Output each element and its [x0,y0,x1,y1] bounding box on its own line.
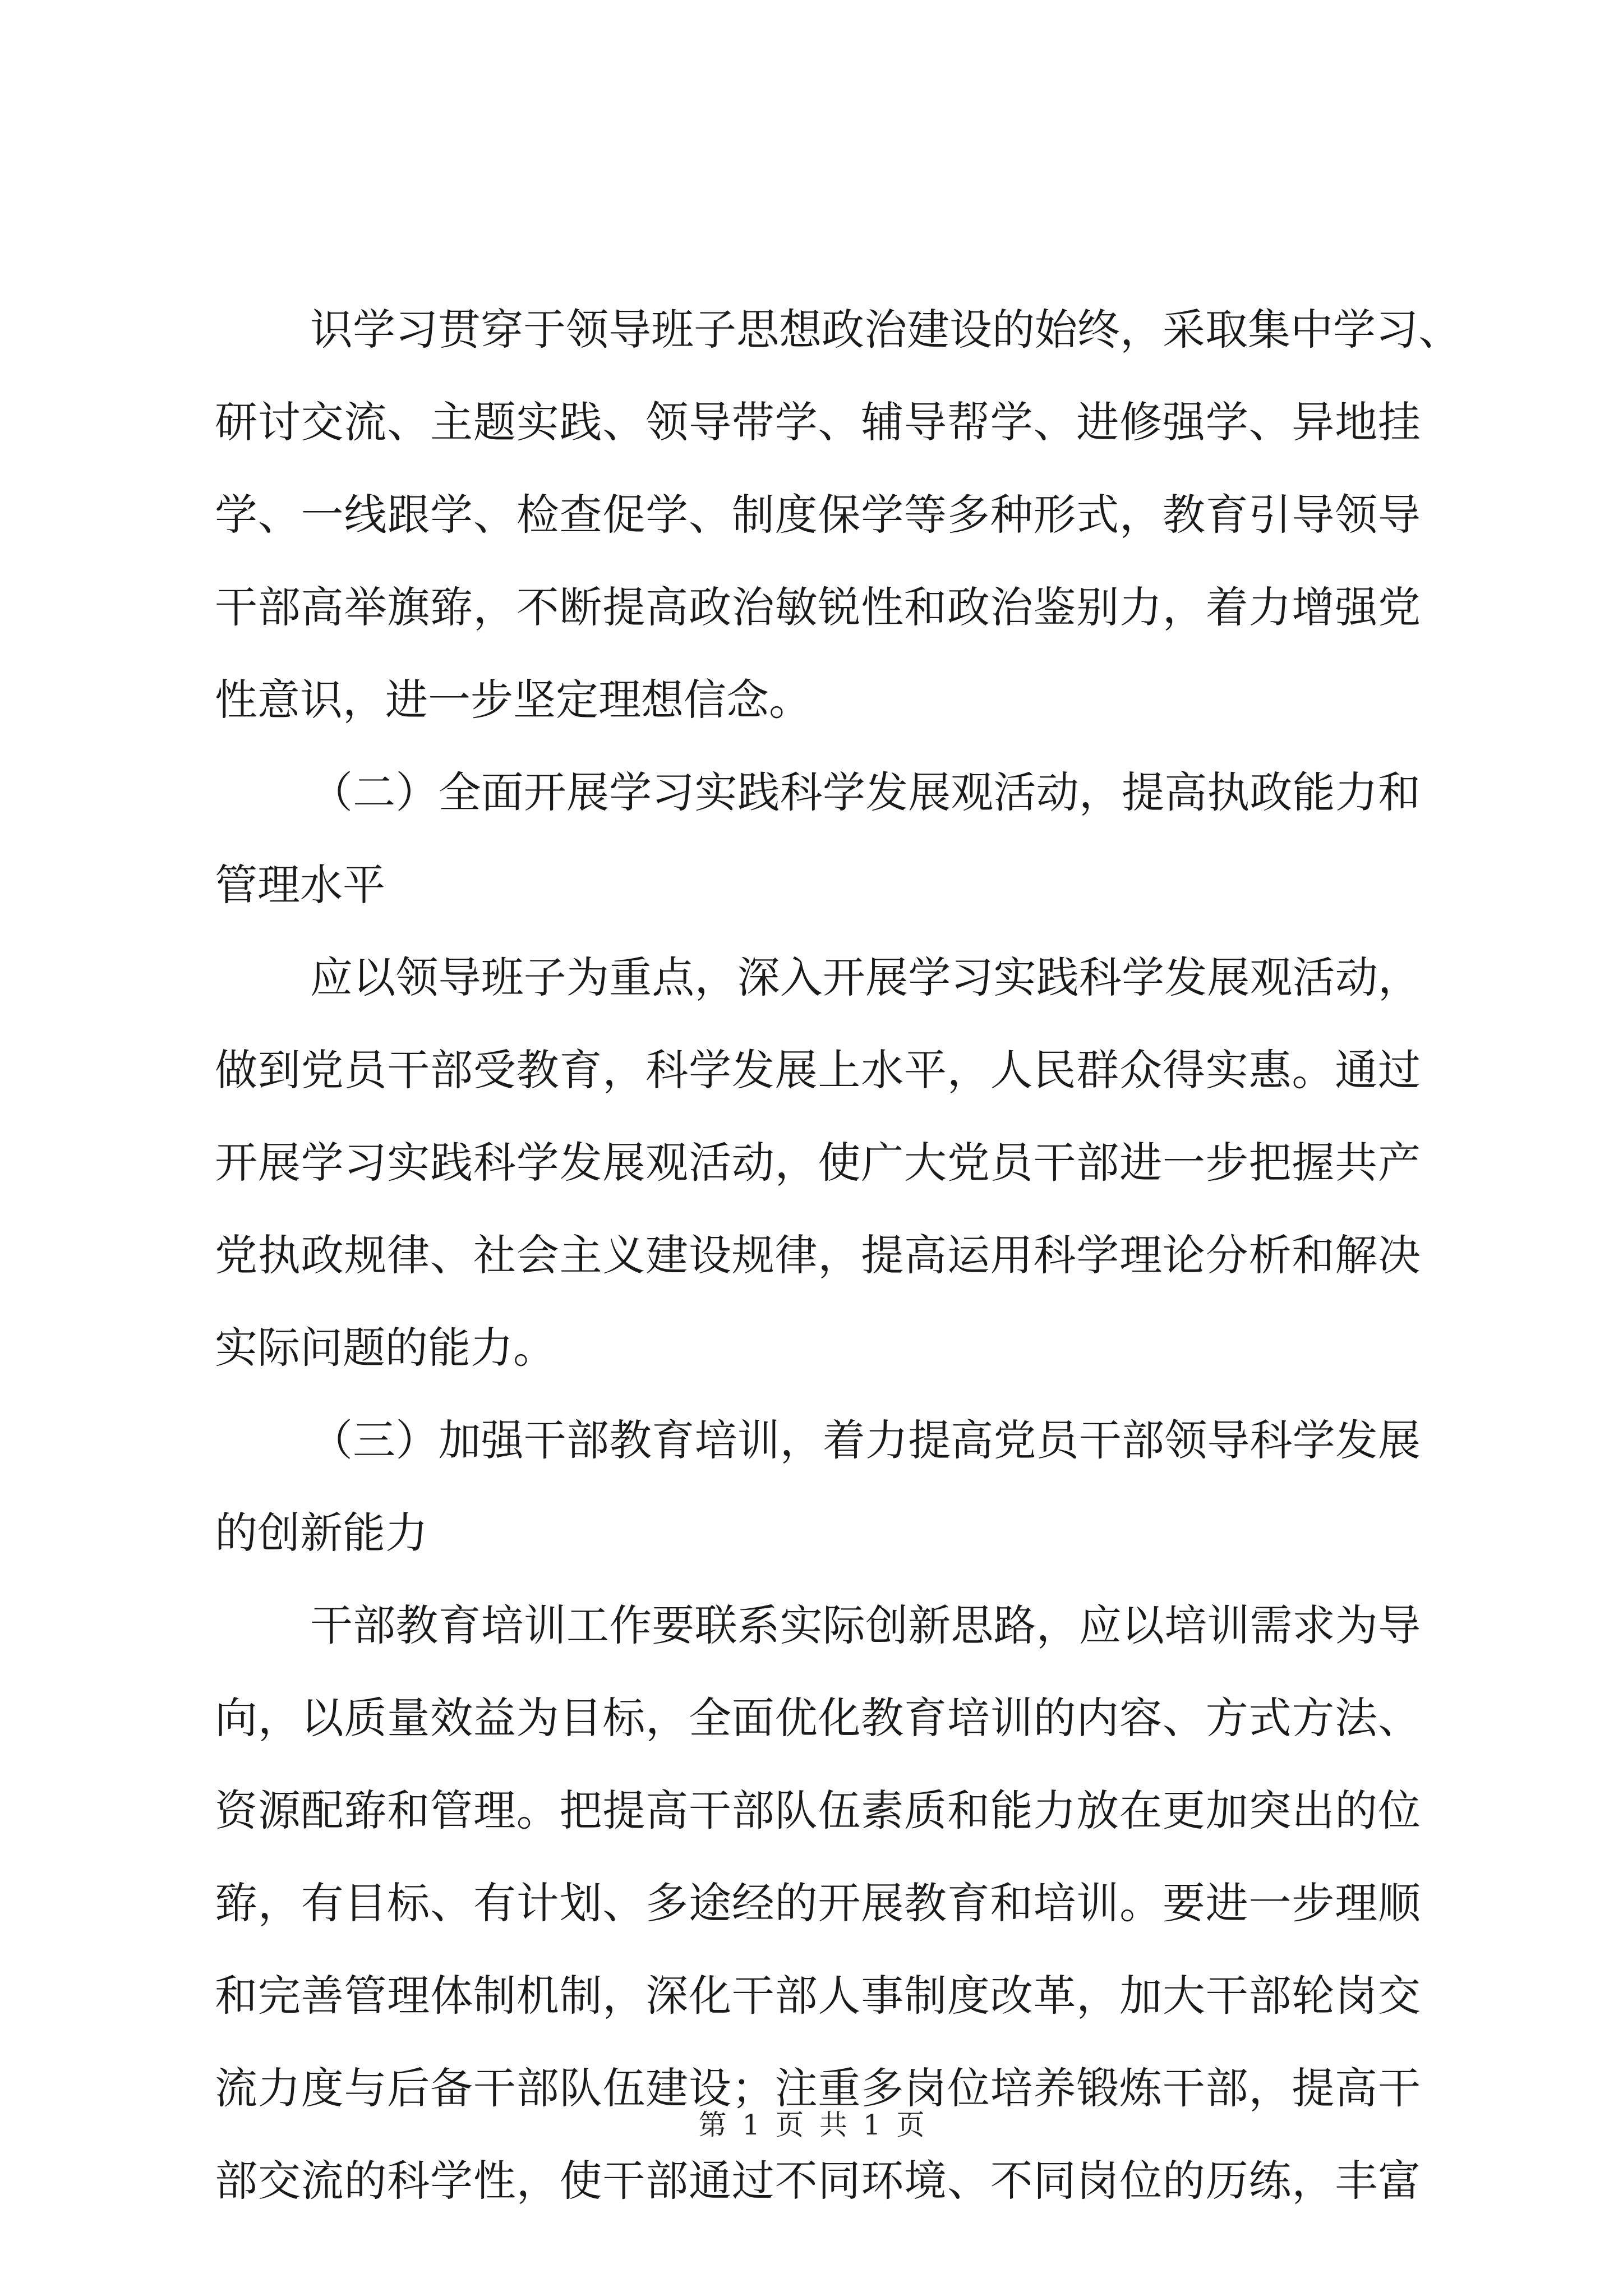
section-heading-line: 的创新能力 [215,1508,428,1558]
paragraph-line: 干部高举旗臶，不断提高政治敏锐性和政治鉴别力，着力增强党 [215,582,1421,632]
paragraph-line: 和完善管理体制机制，深化干部人事制度改革，加大干部轮岗交 [215,1971,1421,2021]
paragraph-line: 识学习贯穿于领导班子思想政治建设的始终，采取集中学习、 [310,305,1461,355]
paragraph-line: 干部教育培训工作要联系实际创新思路，应以培训需求为导 [310,1600,1421,1650]
paragraph-line: 研讨交流、主题实践、领导带学、辅导帮学、进修强学、异地挂 [215,397,1421,447]
page-number-footer: 第 1 页 共 1 页 [698,2109,925,2141]
paragraph-line: 向，以质量效益为目标，全面优化教育培训的内容、方式方法、 [215,1693,1421,1743]
document-body [215,283,1461,2227]
paragraph-line: 性意识，进一步坚定理想信念。 [215,675,811,725]
paragraph-line: 党执政规律、社会主义建设规律，提高运用科学理论分析和解决 [215,1230,1421,1280]
paragraph-line: 应以领导班子为重点，深入开展学习实践科学发展观活动， [310,953,1421,1002]
paragraph-line: 资源配臶和管理。把提高干部队伍素质和能力放在更加突出的位 [215,1786,1421,1835]
paragraph-line: 部交流的科学性，使干部通过不同环境、不同岗位的历练，丰富 [215,2156,1421,2206]
paragraph-line: 开展学习实践科学发展观活动，使广大党员干部进一步把握共产 [215,1138,1421,1188]
paragraph-line: 实际问题的能力。 [215,1323,556,1373]
paragraph-line: 学、一线跟学、检查促学、制度保学等多种形式，教育引导领导 [215,490,1421,540]
section-heading-line: 管理水平 [215,860,385,910]
section-heading-line: （三）加强干部教育培训，着力提高党员干部领导科学发展 [310,1415,1421,1465]
section-heading-line: （二）全面开展学习实践科学发展观活动，提高执政能力和 [310,767,1421,817]
paragraph-line: 做到党员干部受教育，科学发展上水平，人民群众得实惠。通过 [215,1045,1421,1095]
paragraph-line: 流力度与后备干部队伍建设；注重多岗位培养锻炼干部，提高干 [215,2063,1421,2113]
paragraph-line: 臶，有目标、有计划、多途经的开展教育和培训。要进一步理顺 [215,1878,1421,1928]
